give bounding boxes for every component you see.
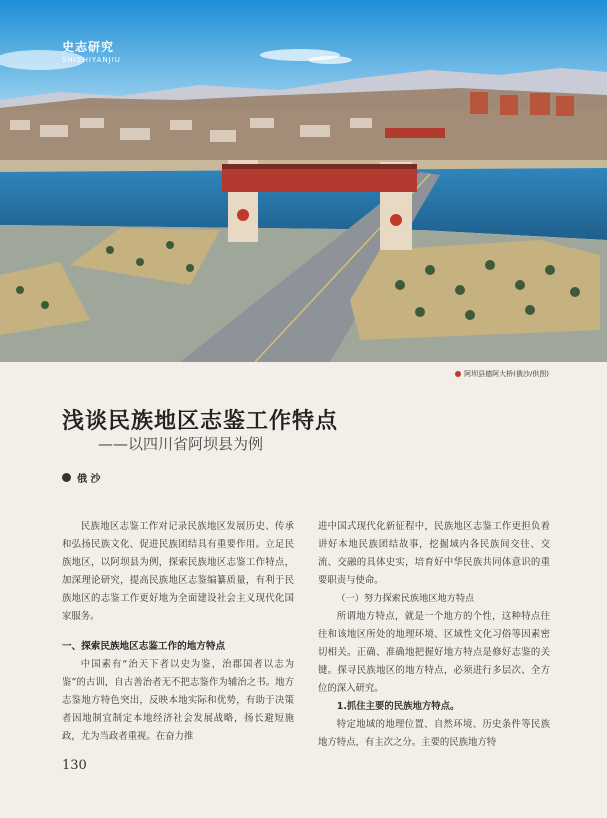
- author-bullet-icon: [62, 473, 71, 482]
- subsection-heading: （一）努力探索民族地区地方特点: [336, 593, 475, 604]
- body-paragraph: 所谓地方特点，就是一个地方的个性，这种特点往往和该地区所处的地理环境、区域性文化习俗等因素密切相关。正确、准确地把握好地方特点是修好志鉴的关键。探寻民族地区的地方特点，必须进行多层次、全方位的深入研究。: [318, 611, 550, 694]
- right-column: [318, 518, 550, 752]
- photo-caption: [455, 369, 549, 379]
- article-title: 浅谈民族地区志鉴工作特点: [62, 409, 339, 434]
- page-number: 130: [62, 758, 87, 773]
- left-column: [62, 518, 294, 746]
- author-line: [62, 470, 100, 485]
- body-paragraph-continued: 进中国式现代化新征程中，民族地区志鉴工作更担负着讲好本地民族团结故事，挖掘域内各民族间交往、交流、交融的具体史实，培育好中华民族共同体意识的重要职责与使命。: [318, 521, 550, 586]
- caption-bullet-icon: [455, 371, 461, 377]
- section-tag-english: SHIZHIYANJIU: [62, 56, 121, 64]
- section-heading-1: 一、探索民族地区志鉴工作的地方特点: [62, 641, 226, 652]
- intro-paragraph: 民族地区志鉴工作对记录民族地区发展历史、传承和弘扬民族文化、促进民族团结具有重要作用。立足民族地区，以阿坝县为例，探索民族地区志鉴工作特点，加深理论研究，提高民族地区志鉴编纂质量，有利于民族地区的志鉴工作更好地为全面建设社会主义现代化国家服务。: [62, 521, 294, 622]
- photo-caption-text: 阿坝县德阿大桥(俄沙/供图): [464, 370, 549, 378]
- body-paragraph: 特定地域的地理位置、自然环境、历史条件等民族地方特点，有主次之分。主要的民族地方特: [318, 719, 550, 748]
- article-subtitle: ——以四川省阿坝县为例: [98, 435, 264, 453]
- author-name: 俄 沙: [77, 474, 101, 485]
- point-heading: 1.抓住主要的民族地方特点。: [336, 701, 460, 712]
- section-tag-chinese: 史志研究: [62, 40, 115, 54]
- body-paragraph: 中国素有“治天下者以史为鉴，治郡国者以志为鉴”的古训，自古善治者无不把志鉴作为辅治之书。地方志鉴地方特色突出，反映本地实际和优势，有助于决策者因地制宜制定本地经济社会发展战略，扬长避短施政，尤为当政者重视。在奋力推: [62, 659, 294, 742]
- section-tag: [62, 38, 121, 64]
